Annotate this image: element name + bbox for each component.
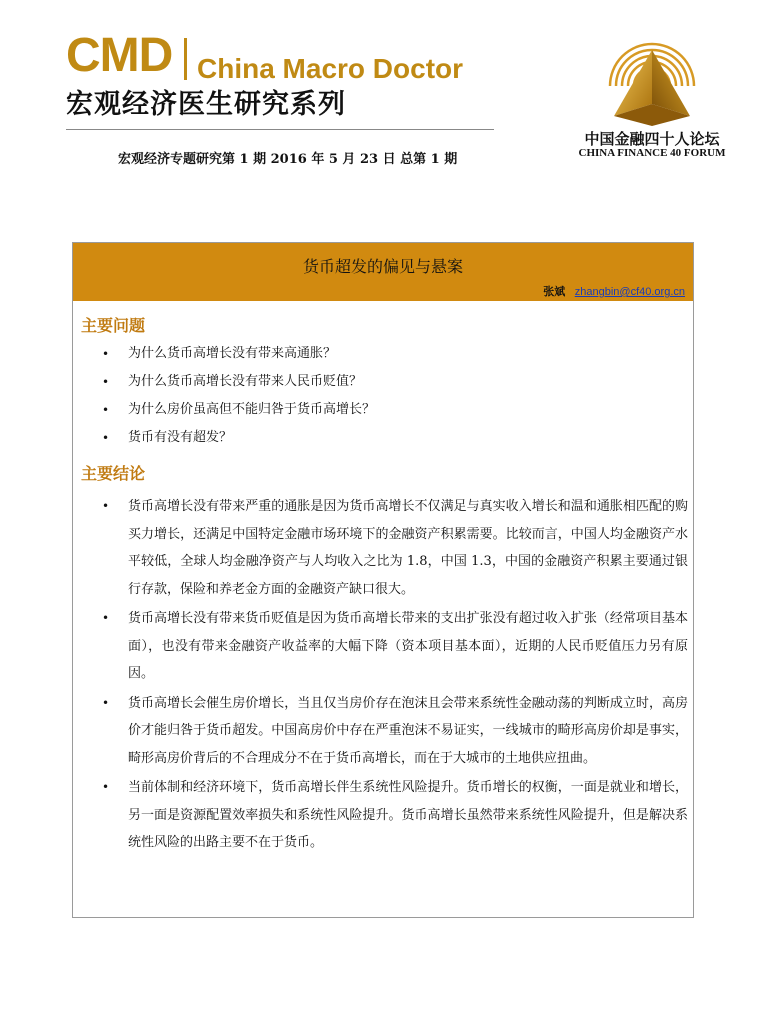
list-item: • 货币高增长会催生房价增长，当且仅当房价存在泡沫且会带来系统性金融动荡的判断成立时，高房价才能归咎于货币超发。中国高房价中存在严重泡沫不易证实，一线城市的畸形高房价却是事实，畸形高房价背后的不合理成分不在于货币高增长，而在于大城市的土地供应扭曲。 <box>102 690 688 773</box>
list-item: • 货币高增长没有带来严重的通胀是因为货币高增长不仅满足与真实收入增长和温和通胀相匹配的购买力增长，还满足中国特定金融市场环境下的金融资产积累需要。比较而言，中国人均金融资产水平较低，全球人均金融净资产与人均收入之比为 1.8，中国 1.3，中国的金融资产积累主要通过银行存款，保险和养老金方面的金融资产缺口很大。 <box>102 493 688 603</box>
logo-divider <box>184 38 187 80</box>
questions-list <box>102 343 375 455</box>
series-title: 宏观经济医生研究系列 <box>66 89 346 120</box>
bullet-icon: • <box>102 780 110 794</box>
list-item: • 货币有没有超发？ <box>102 427 375 455</box>
conclusions-heading: 主要结论 <box>81 464 146 483</box>
author-email-link[interactable]: zhangbin@cf40.org.cn <box>574 286 685 298</box>
bullet-icon: • <box>102 431 110 445</box>
author-line <box>543 283 685 299</box>
list-item: • 为什么房价虽高但不能归咎于货币高增长？ <box>102 399 375 427</box>
header-divider <box>66 129 494 130</box>
list-item: • 当前体制和经济环境下，货币高增长伴生系统性风险提升。货币增长的权衡，一面是就业和增长，另一面是资源配置效率损失和系统性风险提升。货币高增长虽然带来系统性风险提升，但是解决系统性风险的出路主要不在于货币。 <box>102 774 688 857</box>
summary-box <box>72 242 694 918</box>
article-title: 货币超发的偏见与悬案 <box>302 257 463 276</box>
bullet-icon: • <box>102 347 110 361</box>
bullet-icon: • <box>102 611 110 625</box>
summary-box-header <box>73 243 693 301</box>
list-item: • 为什么货币高增长没有带来人民币贬值？ <box>102 371 375 399</box>
cmd-logo-name: China Macro Doctor <box>197 53 464 84</box>
forum-name-cn: 中国金融四十人论坛 <box>584 130 720 148</box>
bullet-icon: • <box>102 375 110 389</box>
cmd-logo-text: CMD <box>66 29 173 82</box>
forum-name-en: CHINA FINANCE 40 FORUM <box>578 147 726 159</box>
bullet-icon: • <box>102 499 110 513</box>
questions-heading: 主要问题 <box>81 316 146 335</box>
conclusions-list <box>102 493 688 857</box>
bullet-icon: • <box>102 403 110 417</box>
list-item: • 为什么货币高增长没有带来高通胀？ <box>102 343 375 371</box>
list-item: • 货币高增长没有带来货币贬值是因为货币高增长带来的支出扩张没有超过收入扩张（经常项目基本面），也没有带来金融资产收益率的大幅下降（资本项目基本面），近期的人民币贬值压力另有原因。 <box>102 605 688 688</box>
bullet-icon: • <box>102 695 110 710</box>
forum-logo-block <box>562 36 742 166</box>
issue-info: 宏观经济专题研究第 1 期 2016 年 5 月 23 日 总第 1 期 <box>118 152 458 167</box>
report-header <box>66 30 496 170</box>
author-name: 张斌 <box>543 285 566 298</box>
pyramid-sunburst-logo-icon <box>600 36 704 128</box>
